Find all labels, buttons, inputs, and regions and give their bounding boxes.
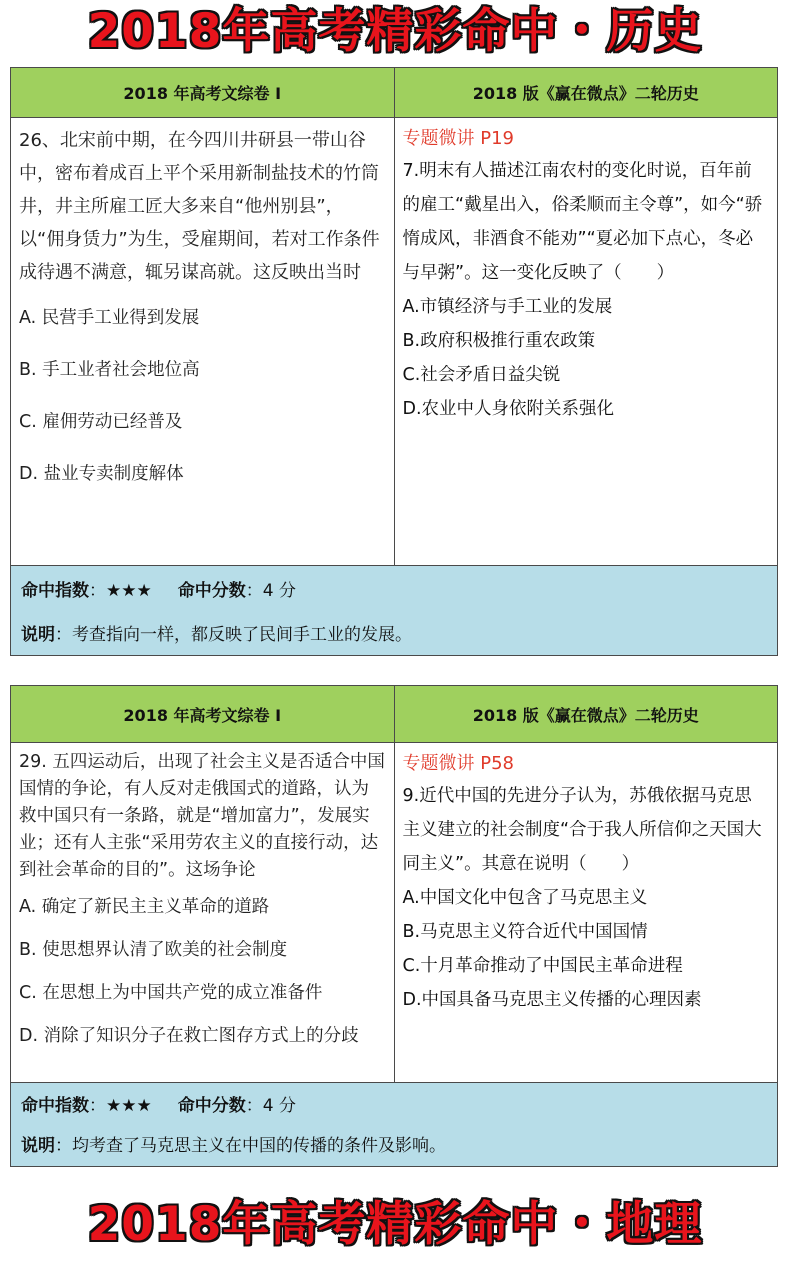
exam-option: D. 盐业专卖制度解体 (19, 464, 184, 484)
hit-rating-row (21, 1083, 767, 1123)
banner-title-history: 2018年高考精彩命中・历史 (87, 4, 703, 59)
exam-question: 29. 五四运动后，出现了社会主义是否适合中国国情的争论，有人反对走俄国式的道路，认为救中国只有一条路，就是“增加富力”，发展实业；还有人主张“采用劳农主义的直接行动，达到社会革命的目的”。这场争论 (19, 752, 385, 880)
exam-option: A. 确定了新民主主义革命的道路 (19, 897, 270, 917)
card-body (11, 118, 777, 566)
exam-option: B. 使思想界认清了欧美的社会制度 (19, 940, 288, 960)
exam-header: 2018 年高考文综卷 I (11, 686, 395, 742)
hit-rating-row (21, 566, 767, 610)
book-header: 2018 版《赢在微点》二轮历史 (472, 705, 699, 725)
book-option: D.中国具备马克思主义传播的心理因素 (402, 990, 702, 1010)
note-row (21, 610, 767, 654)
book-header: 2018 版《赢在微点》二轮历史 (472, 84, 699, 103)
note-label: 说明 (21, 1135, 55, 1156)
book-option: B.马克思主义符合近代中国国情 (402, 922, 648, 942)
note-label: 说明 (21, 624, 55, 645)
exam-option: C. 雇佣劳动已经普及 (19, 412, 183, 432)
book-question: 9.近代中国的先进分子认为，苏俄依据马克思主义建立的社会制度“合于我人所信仰之天国大同主义”。其意在说明（ ） (402, 786, 762, 874)
book-reference: 专题微讲 P19 (402, 128, 514, 149)
banner-title-geography: 2018年高考精彩命中・地理 (87, 1197, 703, 1252)
hit-score-label: 命中分数 (177, 1095, 246, 1116)
book-option: D.农业中人身依附关系强化 (402, 399, 615, 419)
hit-index-label: 命中指数 (21, 1095, 89, 1116)
exam-option: C. 在思想上为中国共产党的成立准备件 (19, 983, 323, 1003)
exam-question-column (11, 118, 395, 565)
book-question-column (395, 743, 778, 1082)
card-header (11, 68, 777, 118)
book-option: A.中国文化中包含了马克思主义 (402, 888, 648, 908)
book-option: A.市镇经济与手工业的发展 (402, 297, 613, 317)
book-option: B.政府积极推行重农政策 (402, 331, 596, 351)
book-reference: 专题微讲 P58 (402, 753, 514, 774)
hit-score-value: ：4 分 (245, 1095, 296, 1116)
hit-score-label: 命中分数 (177, 580, 246, 601)
exam-option: D. 消除了知识分子在救亡图存方式上的分歧 (19, 1026, 359, 1046)
exam-option: A. 民营手工业得到发展 (19, 308, 200, 328)
card-footer (11, 1083, 777, 1166)
hit-index-label: 命中指数 (21, 580, 89, 601)
hit-index-value: ：★★★ (89, 580, 152, 601)
exam-option: B. 手工业者社会地位高 (19, 360, 200, 380)
hit-index-value: ：★★★ (89, 1095, 152, 1116)
hit-score-value: ：4 分 (245, 580, 296, 601)
book-question-column (395, 118, 778, 565)
note-text: ：均考查了马克思主义在中国的传播的条件及影响。 (55, 1135, 446, 1156)
exam-header: 2018 年高考文综卷 I (11, 68, 395, 117)
comparison-card (10, 685, 778, 1167)
book-question: 7.明末有人描述江南农村的变化时说，百年前的雇工“戴星出入，俗柔顺而主令尊”，如今“骄惰成风，非酒食不能劝”“夏必加下点心，冬必与早粥”。这一变化反映了（ ） (402, 161, 763, 283)
note-text: ：考查指向一样，都反映了民间手工业的发展。 (55, 624, 412, 645)
comparison-card (10, 67, 778, 656)
card-header (11, 686, 777, 743)
card-footer (11, 566, 777, 655)
note-row (21, 1123, 767, 1163)
exam-question-column (11, 743, 395, 1082)
exam-question: 26、北宋前中期，在今四川井研县一带山谷中，密布着成百上平个采用新制盐技术的竹筒井，井主所雇工匠大多来自“他州别县”，以“佣身赁力”为生，受雇期间，若对工作条件成待遇不满意，辄另谋高就。这反映出当时 (19, 130, 380, 283)
card-body (11, 743, 777, 1083)
book-option: C.十月革命推动了中国民主革命进程 (402, 956, 683, 976)
book-option: C.社会矛盾日益尖锐 (402, 365, 561, 385)
